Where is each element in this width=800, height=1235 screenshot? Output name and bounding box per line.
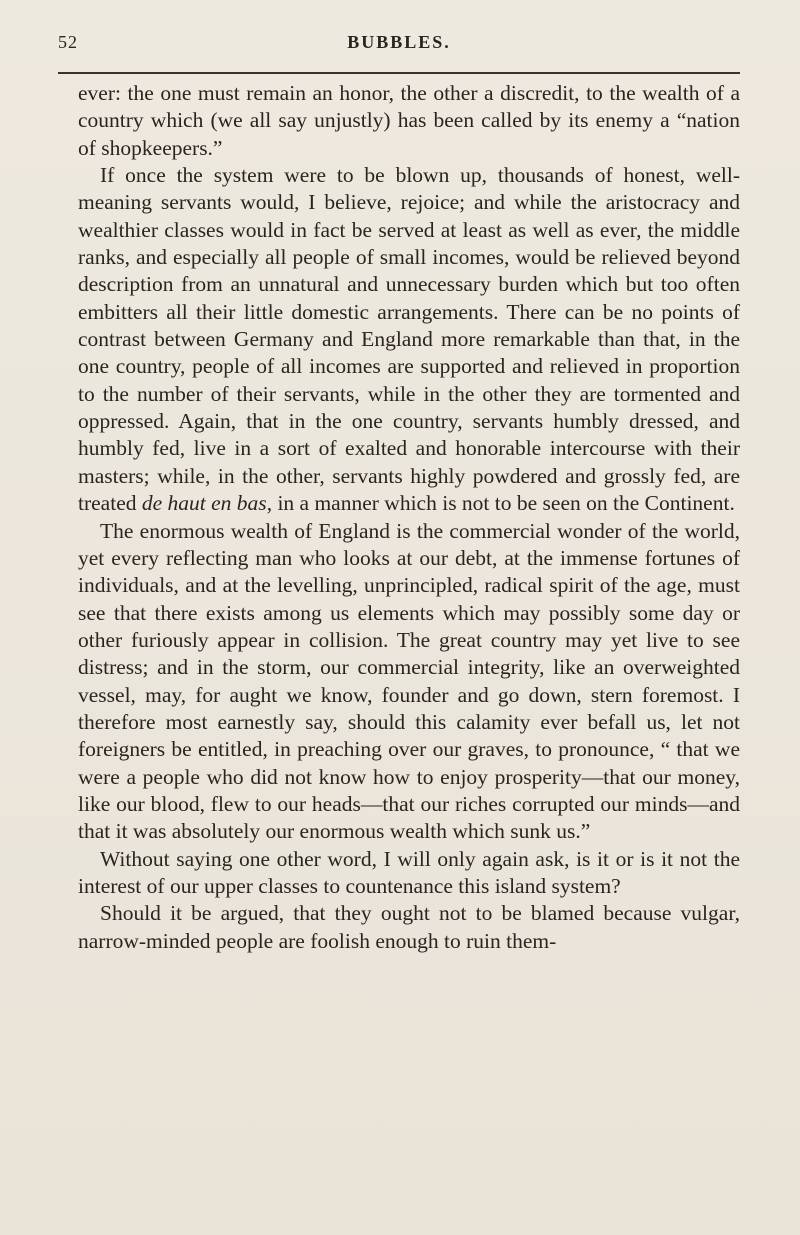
page-number: 52 <box>58 32 78 52</box>
paragraph: Should it be argued, that they ought not to be blamed because vulgar, narrow-minded people are foolish enough to ruin them- <box>78 901 740 953</box>
italic-phrase: de haut en bas <box>141 491 267 516</box>
paragraph: If once the system were to be blown up, thousands of honest, well-meaning servants would, I believe, rejoice; and while the aristocracy and wealthier classes would in fact be served at least as well as ever, the middle ranks, and especially all people of small incomes, would be relieved beyond description from an unnatural and unnecessary burden which but too often embitters all their little domestic arrangements. There can be no points of contrast between Germany and England more remarkable than that, in the one country, people of all incomes are supported and relieved in proportion to the number of their servants, while in the other they are tormented and oppressed. Again, that in the one country, servants humbly dressed, and humbly fed, live in a sort of exalted and honorable intercourse with their masters; while, in the other, servants highly powdered and grossly fed, are treated de haut en bas, in a manner which is not to be seen on the Continent. <box>78 163 740 516</box>
header-rule <box>58 72 740 74</box>
body-text <box>78 80 740 955</box>
paragraph: ever: the one must remain an honor, the other a discredit, to the wealth of a country which (we all say unjustly) has been called by its enemy a “nation of shopkeepers.” <box>78 81 740 160</box>
page-header <box>58 30 740 60</box>
running-title: BUBBLES. <box>347 32 451 52</box>
paragraph: Without saying one other word, I will only again ask, is it or is it not the interest of our upper classes to countenance this island system? <box>78 846 740 898</box>
paragraph: The enormous wealth of England is the commercial wonder of the world, yet every reflecting man who looks at our debt, at the immense fortunes of individuals, and at the levelling, unprincipled, radical spirit of the age, must see that there exists among us elements which may possibly some day or other furiously appear in collision. The great country may yet live to see distress; and in the storm, our commercial integrity, like an overweighted vessel, may, for aught we know, founder and go down, stern foremost. I therefore most earnestly say, should this calamity ever befall us, let not foreigners be entitled, in preaching over our graves, to pronounce, “ that we were a people who did not know how to enjoy prosperity—that our money, like our blood, flew to our heads—that our riches corrupted our minds—and that it was absolutely our enormous wealth which sunk us.” <box>78 518 740 844</box>
